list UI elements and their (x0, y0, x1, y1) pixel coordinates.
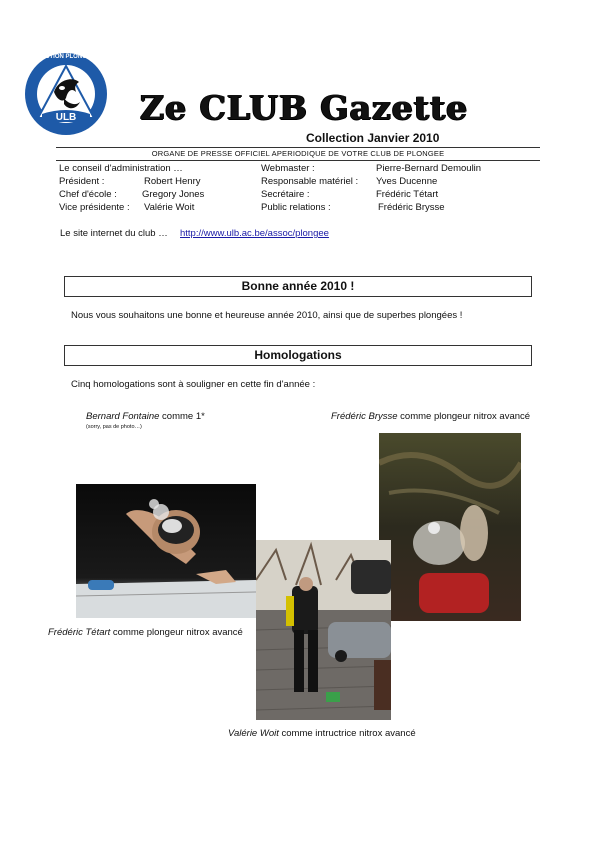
committee-name: Frédéric Brysse (378, 202, 445, 213)
committee-name: Valérie Woit (144, 202, 195, 213)
homologations-intro: Cinq homologations sont à souligner en cette fin d'année : (71, 379, 316, 390)
caption-text: comme plongeur nitrox avancé (397, 411, 531, 422)
caption-name: Valérie Woit (228, 728, 279, 739)
caption-text: comme plongeur nitrox avancé (110, 627, 243, 638)
committee-name: Frédéric Tétart (376, 189, 439, 200)
website-label: Le site internet du club … (60, 228, 168, 239)
header-rule-bottom (56, 160, 540, 161)
caption-note: (sorry, pas de photo…) (86, 424, 142, 430)
caption-text: comme intructrice nitrox avancé (278, 728, 416, 739)
committee-role: Président : (59, 176, 105, 187)
caption-name: Bernard Fontaine (86, 411, 160, 422)
committee-role: Vice présidente : (59, 202, 130, 213)
committee-role: Secrétaire : (261, 189, 310, 200)
photo-woit-outdoor (256, 540, 391, 720)
organe-subtitle: ORGANE DE PRESSE OFFICIEL APERIODIQUE DE VOTRE CLUB DE PLONGEE (151, 149, 445, 158)
gazette-title: Ze CLUB Gazette (140, 88, 469, 127)
caption-bernard-fontaine (86, 411, 205, 422)
club-logo (24, 52, 108, 136)
logo-top-text: SECTION PLONGÉE (37, 54, 95, 60)
committee-role: Public relations : (261, 202, 331, 213)
website-link[interactable]: http://www.ulb.ac.be/assoc/plongee (180, 228, 329, 239)
caption-valerie-woit (228, 728, 416, 739)
committee-role: Chef d'école : (59, 189, 117, 200)
committee-role: Webmaster : (261, 163, 315, 174)
committee-name: Robert Henry (144, 176, 201, 187)
caption-frederic-tetart (48, 627, 243, 638)
caption-text: comme 1* (159, 411, 205, 422)
collection-date: Collection Janvier 2010 (306, 131, 440, 145)
committee-role: Le conseil d'administration … (59, 163, 183, 174)
caption-name: Frédéric Brysse (331, 411, 398, 422)
logo-bottom-text: ULB (55, 112, 77, 123)
section-heading-homologations: Homologations (64, 345, 532, 366)
header-rule-top (56, 147, 540, 148)
committee-name: Gregory Jones (142, 189, 205, 200)
committee-name: Pierre-Bernard Demoulin (376, 163, 482, 174)
photo-tetart-pool (76, 484, 256, 618)
committee-role: Responsable matériel : (261, 176, 359, 187)
caption-frederic-brysse (331, 411, 530, 422)
photo-brysse-underwater (379, 433, 521, 621)
caption-name: Frédéric Tétart (48, 627, 111, 638)
committee-name: Yves Ducenne (376, 176, 438, 187)
new-year-message: Nous vous souhaitons une bonne et heureuse année 2010, ainsi que de superbes plongées ! (71, 310, 463, 321)
section-heading-new-year: Bonne année 2010 ! (64, 276, 532, 297)
